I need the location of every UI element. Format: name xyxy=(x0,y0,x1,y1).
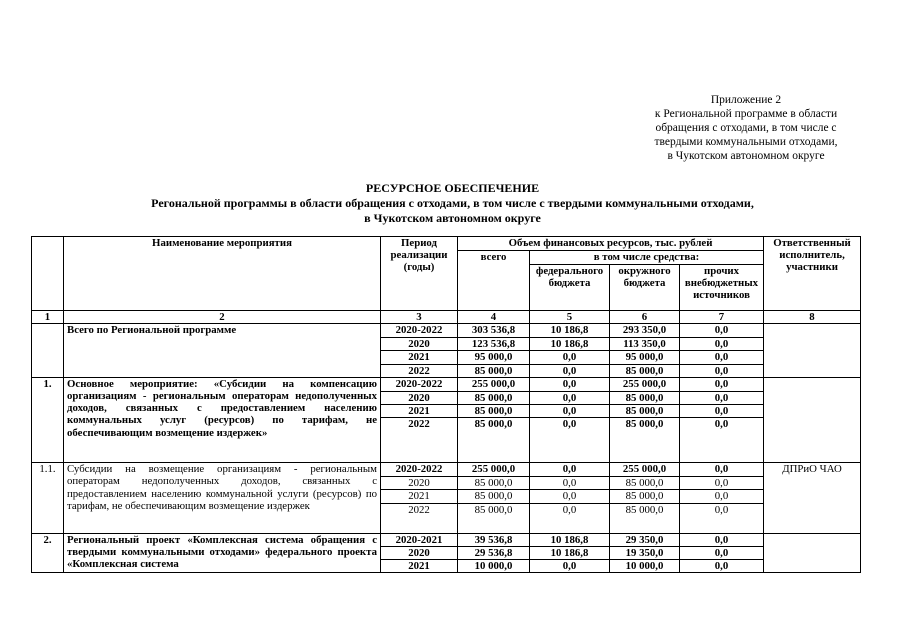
col-number: 1 xyxy=(32,311,64,324)
appendix-note xyxy=(636,93,856,163)
table-row xyxy=(32,324,861,338)
appendix-line: Приложение 2 xyxy=(710,94,782,106)
appendix-line: обращения с отходами, в том числе с xyxy=(655,122,837,134)
cell-district: 255 000,0 xyxy=(610,377,680,391)
cell-period: 2020 xyxy=(381,338,458,351)
table-row xyxy=(32,463,861,477)
cell-total: 95 000,0 xyxy=(458,351,530,364)
resource-table xyxy=(31,236,861,573)
executor xyxy=(764,377,861,462)
cell-federal: 0,0 xyxy=(530,364,610,377)
cell-other: 0,0 xyxy=(680,377,764,391)
cell-total: 29 536,8 xyxy=(458,546,530,559)
cell-period: 2021 xyxy=(381,405,458,418)
cell-district: 19 350,0 xyxy=(610,546,680,559)
cell-district: 85 000,0 xyxy=(610,364,680,377)
cell-total: 39 536,8 xyxy=(458,533,530,546)
header-volume: Объем финансовых ресурсов, тыс. рублей xyxy=(458,237,764,251)
header-executor: Ответственный исполнитель, участники xyxy=(764,237,861,311)
cell-other: 0,0 xyxy=(680,546,764,559)
cell-federal: 10 186,8 xyxy=(530,533,610,546)
col-number: 2 xyxy=(64,311,381,324)
column-numbers-row xyxy=(32,311,861,324)
cell-total: 255 000,0 xyxy=(458,463,530,477)
cell-federal: 0,0 xyxy=(530,391,610,404)
cell-total: 10 000,0 xyxy=(458,560,530,573)
cell-other: 0,0 xyxy=(680,477,764,490)
cell-other: 0,0 xyxy=(680,418,764,463)
cell-total: 85 000,0 xyxy=(458,490,530,503)
table-row xyxy=(32,533,861,546)
row-number: 2. xyxy=(32,533,64,573)
cell-other: 0,0 xyxy=(680,324,764,338)
cell-period: 2022 xyxy=(381,503,458,533)
cell-district: 85 000,0 xyxy=(610,418,680,463)
cell-total: 85 000,0 xyxy=(458,418,530,463)
cell-other: 0,0 xyxy=(680,405,764,418)
cell-district: 85 000,0 xyxy=(610,391,680,404)
header-total: всего xyxy=(458,251,530,311)
document-title: РЕСУРСНОЕ ОБЕСПЕЧЕНИЕ xyxy=(365,181,540,195)
cell-district: 255 000,0 xyxy=(610,463,680,477)
table-row xyxy=(32,377,861,391)
col-number: 4 xyxy=(458,311,530,324)
cell-district: 10 000,0 xyxy=(610,560,680,573)
document-subtitle-2: в Чукотском автономном округе xyxy=(364,211,541,225)
executor xyxy=(764,324,861,378)
cell-total: 85 000,0 xyxy=(458,405,530,418)
cell-other: 0,0 xyxy=(680,351,764,364)
cell-period: 2022 xyxy=(381,418,458,463)
row-number: 1. xyxy=(32,377,64,462)
row-number: 1.1. xyxy=(32,463,64,533)
executor: ДПРиО ЧАО xyxy=(764,463,861,533)
cell-other: 0,0 xyxy=(680,364,764,377)
col-number: 8 xyxy=(764,311,861,324)
cell-federal: 10 186,8 xyxy=(530,324,610,338)
cell-district: 113 350,0 xyxy=(610,338,680,351)
header-district: окружного бюджета xyxy=(610,265,680,311)
row-number xyxy=(32,324,64,378)
cell-district: 95 000,0 xyxy=(610,351,680,364)
header-including: в том числе средства: xyxy=(530,251,764,265)
cell-period: 2020 xyxy=(381,546,458,559)
cell-federal: 10 186,8 xyxy=(530,338,610,351)
cell-period: 2020-2021 xyxy=(381,533,458,546)
col-number: 6 xyxy=(610,311,680,324)
header-other: прочих внебюджетных источников xyxy=(680,265,764,311)
cell-district: 85 000,0 xyxy=(610,503,680,533)
cell-total: 85 000,0 xyxy=(458,391,530,404)
cell-period: 2020 xyxy=(381,477,458,490)
col-number: 7 xyxy=(680,311,764,324)
cell-period: 2020-2022 xyxy=(381,377,458,391)
cell-federal: 0,0 xyxy=(530,560,610,573)
measure-name: Всего по Региональной программе xyxy=(64,324,381,378)
cell-district: 293 350,0 xyxy=(610,324,680,338)
cell-federal: 0,0 xyxy=(530,463,610,477)
cell-federal: 0,0 xyxy=(530,490,610,503)
measure-name: Региональный проект «Комплексная система обращения с твердыми коммунальными отходами» федерального проекта «Комплексная система xyxy=(64,533,381,573)
cell-other: 0,0 xyxy=(680,338,764,351)
cell-period: 2020 xyxy=(381,391,458,404)
header-num-empty xyxy=(32,237,64,311)
cell-total: 123 536,8 xyxy=(458,338,530,351)
cell-total: 303 536,8 xyxy=(458,324,530,338)
cell-period: 2020-2022 xyxy=(381,324,458,338)
cell-other: 0,0 xyxy=(680,560,764,573)
cell-other: 0,0 xyxy=(680,490,764,503)
col-number: 3 xyxy=(381,311,458,324)
cell-period: 2020-2022 xyxy=(381,463,458,477)
appendix-line: в Чукотском автономном округе xyxy=(667,150,825,162)
cell-total: 85 000,0 xyxy=(458,503,530,533)
cell-federal: 0,0 xyxy=(530,377,610,391)
col-number: 5 xyxy=(530,311,610,324)
cell-period: 2021 xyxy=(381,490,458,503)
document-subtitle: Регональной программы в области обращения с отходами, в том числе с твердыми коммунальными отходами, xyxy=(151,196,754,210)
cell-district: 85 000,0 xyxy=(610,477,680,490)
header-name: Наименование мероприятия xyxy=(64,237,381,311)
cell-period: 2021 xyxy=(381,351,458,364)
cell-total: 85 000,0 xyxy=(458,364,530,377)
cell-federal: 0,0 xyxy=(530,503,610,533)
cell-other: 0,0 xyxy=(680,391,764,404)
cell-district: 85 000,0 xyxy=(610,405,680,418)
cell-other: 0,0 xyxy=(680,533,764,546)
header-federal: федерального бюджета xyxy=(530,265,610,311)
appendix-line: твердыми коммунальными отходами, xyxy=(654,136,838,148)
cell-district: 85 000,0 xyxy=(610,490,680,503)
cell-period: 2022 xyxy=(381,364,458,377)
cell-other: 0,0 xyxy=(680,463,764,477)
header-period: Период реализации (годы) xyxy=(381,237,458,311)
measure-name: Основное мероприятие: «Субсидии на компенсацию организациям - региональным операторам недополученных доходов, связанных с предоставлением населению коммунальных услуг (ресурсов) по тарифам, не обеспечивающим возмещение издержек» xyxy=(64,377,381,462)
cell-period: 2021 xyxy=(381,560,458,573)
cell-other: 0,0 xyxy=(680,503,764,533)
cell-district: 29 350,0 xyxy=(610,533,680,546)
cell-total: 85 000,0 xyxy=(458,477,530,490)
executor xyxy=(764,533,861,573)
cell-federal: 0,0 xyxy=(530,477,610,490)
cell-federal: 0,0 xyxy=(530,405,610,418)
cell-federal: 0,0 xyxy=(530,418,610,463)
cell-federal: 0,0 xyxy=(530,351,610,364)
cell-total: 255 000,0 xyxy=(458,377,530,391)
cell-federal: 10 186,8 xyxy=(530,546,610,559)
measure-name: Субсидии на возмещение организациям - региональным операторам недополученных доходов, связанных с предоставлением населению коммунальной услуги (ресурсов) по тарифам, не обеспечивающим возмещение издержек xyxy=(64,463,381,533)
appendix-line: к Региональной программе в области xyxy=(654,108,838,120)
